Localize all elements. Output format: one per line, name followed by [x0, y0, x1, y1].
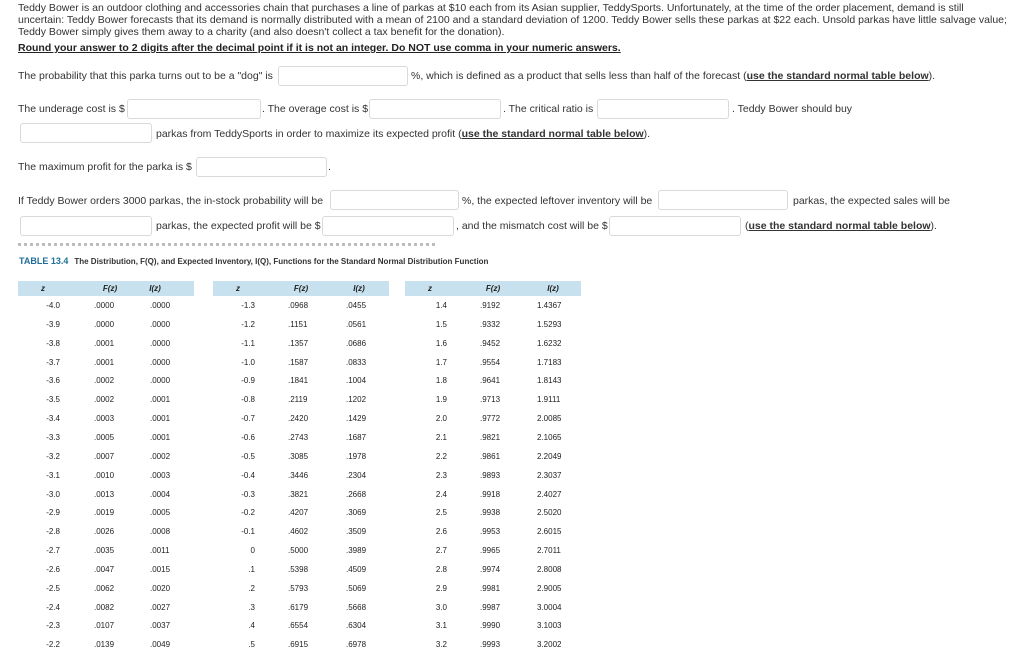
table-cell-f: .3446	[288, 471, 309, 480]
dog-probability-label: The probability that this parka turns out to be a "dog" is	[18, 70, 273, 82]
table-cell-i: .0037	[150, 621, 171, 630]
table-cell-i: 2.1065	[537, 433, 562, 442]
table-cell-z: .3	[248, 603, 255, 612]
table-cell-f: .9953	[480, 527, 501, 536]
table-header-fz: F(z)	[102, 284, 118, 293]
table-cell-z: -3.7	[46, 358, 60, 367]
table-cell-i: .3509	[346, 527, 367, 536]
table-cell-i: .0015	[150, 565, 171, 574]
critical-ratio-input[interactable]	[597, 99, 729, 119]
table-cell-f: .0001	[94, 339, 115, 348]
table-cell-f: .9713	[480, 395, 501, 404]
table-cell-z: -3.8	[46, 339, 60, 348]
table-cell-f: .0002	[94, 376, 115, 385]
table-cell-z: 2.1	[435, 433, 447, 442]
table-cell-i: .0011	[150, 546, 170, 555]
table-cell-z: -4.0	[46, 301, 60, 310]
table-cell-f: .0062	[94, 584, 115, 593]
table-cell-z: -0.9	[241, 376, 255, 385]
table-cell-z: -1.3	[241, 301, 255, 310]
table-header-iz: I(z)	[149, 284, 161, 293]
table-cell-z: .1	[248, 565, 255, 574]
table-cell-z: -0.2	[241, 508, 255, 517]
table-cell-z: -0.5	[241, 452, 255, 461]
table-cell-i: .1202	[346, 395, 367, 404]
table-cell-z: 1.4	[435, 301, 447, 310]
mismatch-cost-input[interactable]	[609, 216, 741, 236]
table-cell-f: .0968	[288, 301, 309, 310]
table-header-iz: I(z)	[353, 284, 365, 293]
table-cell-i: 2.5020	[537, 508, 562, 517]
table-cell-f: .0013	[94, 490, 115, 499]
underage-cost-input[interactable]	[127, 99, 261, 119]
order-quantity-input[interactable]	[20, 123, 152, 143]
dotted-separator	[18, 243, 435, 246]
table-cell-i: .3069	[346, 508, 367, 517]
table-cell-i: .0001	[150, 433, 171, 442]
table-cell-i: 2.0085	[537, 414, 562, 423]
table-header-fz: F(z)	[293, 284, 309, 293]
table-cell-i: .0003	[150, 471, 171, 480]
table-cell-f: .1357	[288, 339, 309, 348]
table-cell-f: .2743	[288, 433, 309, 442]
table-cell-f: .0026	[94, 527, 115, 536]
table-cell-z: 3.2	[435, 640, 447, 649]
table-cell-f: .5398	[288, 565, 309, 574]
table-cell-i: .0455	[346, 301, 367, 310]
table-cell-i: .6304	[346, 621, 367, 630]
max-profit-end: .	[328, 161, 331, 173]
leftover-label: %, the expected leftover inventory will be	[462, 195, 653, 207]
table-cell-i: .0000	[150, 376, 171, 385]
instock-probability-label: If Teddy Bower orders 3000 parkas, the in-stock probability will be	[18, 195, 324, 207]
table-cell-f: .3085	[288, 452, 309, 461]
table-cell-f: .9192	[480, 301, 501, 310]
table-cell-f: .2420	[288, 414, 309, 423]
expected-leftover-input[interactable]	[658, 190, 788, 210]
table-cell-z: -2.4	[46, 603, 60, 612]
table-cell-i: .0561	[346, 320, 367, 329]
table-cell-f: .0000	[94, 301, 115, 310]
table-cell-z: 2.6	[435, 527, 447, 536]
table-cell-i: 2.8008	[537, 565, 562, 574]
table-cell-z: -2.2	[46, 640, 60, 649]
table-cell-z: .2	[248, 584, 255, 593]
table-cell-i: .1687	[346, 433, 367, 442]
max-profit-label: The maximum profit for the parka is $	[18, 161, 192, 173]
normal-table-link-2[interactable]: use the standard normal table below	[461, 128, 644, 140]
table-cell-z: 2.4	[435, 490, 447, 499]
buy-label: . Teddy Bower should buy	[732, 103, 853, 115]
table-cell-z: -0.4	[241, 471, 255, 480]
table-cell-f: .6554	[288, 621, 309, 630]
table-cell-z: -2.5	[46, 584, 60, 593]
table-cell-f: .0139	[94, 640, 115, 649]
table-cell-f: .1587	[288, 358, 309, 367]
table-cell-f: .0007	[94, 452, 115, 461]
table-cell-f: .4207	[288, 508, 309, 517]
table-cell-i: 1.4367	[537, 301, 562, 310]
table-cell-i: 1.9111	[537, 395, 561, 404]
table-cell-z: -0.3	[241, 490, 255, 499]
table-cell-f: .9990	[480, 621, 501, 630]
table-cell-z: -3.5	[46, 395, 60, 404]
table-cell-i: .3989	[346, 546, 367, 555]
table-cell-i: .0686	[346, 339, 367, 348]
table-cell-z: -3.1	[46, 471, 60, 480]
expected-sales-input[interactable]	[20, 216, 152, 236]
table-cell-i: .0000	[150, 320, 171, 329]
table-cell-i: .0833	[346, 358, 367, 367]
table-cell-z: -0.6	[241, 433, 255, 442]
table-cell-z: -3.6	[46, 376, 60, 385]
table-cell-f: .9993	[480, 640, 501, 649]
table-cell-z: .5	[248, 640, 255, 649]
table-cell-i: 2.3037	[537, 471, 562, 480]
table-cell-f: .6915	[288, 640, 309, 649]
table-cell-f: .9918	[480, 490, 501, 499]
table-cell-i: 2.9005	[537, 584, 562, 593]
table-cell-z: -0.8	[241, 395, 255, 404]
table-cell-i: .5668	[346, 603, 367, 612]
table-cell-f: .1841	[288, 376, 309, 385]
buy-suffix: parkas from TeddySports in order to maximize its expected profit (use the standard normal table below).	[156, 128, 651, 140]
table-cell-i: .2668	[346, 490, 367, 499]
table-header-z: z	[428, 284, 432, 293]
table-cell-i: .0001	[150, 395, 171, 404]
normal-table-link-3[interactable]: use the standard normal table below	[748, 220, 931, 232]
table-cell-f: .4602	[288, 527, 309, 536]
table-cell-z: 2.7	[435, 546, 447, 555]
table-cell-z: 0	[250, 546, 255, 555]
table-cell-z: -1.2	[241, 320, 255, 329]
table-cell-z: -2.3	[46, 621, 60, 630]
table-cell-f: .0002	[94, 395, 115, 404]
table-cell-i: 1.7183	[537, 358, 562, 367]
table-cell-i: 1.8143	[537, 376, 562, 385]
table-cell-i: 3.2002	[537, 640, 562, 649]
table-cell-f: .0003	[94, 414, 115, 423]
table-cell-i: .0002	[150, 452, 171, 461]
table-cell-i: .4509	[346, 565, 367, 574]
table-cell-z: 2.0	[435, 414, 447, 423]
table-title	[19, 256, 488, 266]
expected-profit-label: parkas, the expected profit will be $	[156, 220, 321, 232]
table-cell-i: .0005	[150, 508, 171, 517]
table-cell-i: .2304	[346, 471, 367, 480]
table-cell-f: .0019	[94, 508, 115, 517]
table-cell-f: .9861	[480, 452, 501, 461]
table-cell-i: .5069	[346, 584, 367, 593]
table-cell-f: .0082	[94, 603, 115, 612]
table-cell-f: .1151	[288, 320, 308, 329]
table-cell-i: .0000	[150, 301, 171, 310]
table-cell-i: 2.4027	[537, 490, 562, 499]
table-cell-f: .9821	[480, 433, 501, 442]
mismatch-cost-label: , and the mismatch cost will be $	[456, 220, 608, 232]
overage-cost-input[interactable]	[369, 99, 501, 119]
table-cell-f: .9981	[480, 584, 501, 593]
table-cell-i: 2.7011	[537, 546, 561, 555]
table-cell-i: .0008	[150, 527, 171, 536]
table-cell-f: .9641	[480, 376, 501, 385]
table-cell-z: -3.4	[46, 414, 60, 423]
table-cell-z: -0.7	[241, 414, 255, 423]
table-cell-f: .9332	[480, 320, 501, 329]
table-header-z: z	[41, 284, 45, 293]
table-cell-f: .0107	[94, 621, 115, 630]
table-cell-f: .9893	[480, 471, 501, 480]
table-cell-i: 1.5293	[537, 320, 562, 329]
table-cell-z: -2.7	[46, 546, 60, 555]
table-cell-z: -2.8	[46, 527, 60, 536]
table-cell-f: .3821	[288, 490, 309, 499]
table-cell-z: 2.3	[435, 471, 447, 480]
table-cell-f: .0010	[94, 471, 115, 480]
table-cell-i: .0049	[150, 640, 171, 649]
table-cell-z: -2.9	[46, 508, 60, 517]
table-cell-i: 2.6015	[537, 527, 562, 536]
table-cell-z: 2.2	[435, 452, 447, 461]
dog-probability-input[interactable]	[278, 66, 408, 86]
table-cell-z: 1.5	[435, 320, 447, 329]
table-cell-i: .0001	[150, 414, 171, 423]
overage-cost-label: . The overage cost is $	[262, 103, 369, 115]
table-cell-z: 1.8	[435, 376, 447, 385]
table-header-z: z	[236, 284, 240, 293]
table-cell-f: .0000	[94, 320, 115, 329]
table-cell-f: .2119	[288, 395, 308, 404]
table-cell-i: .1978	[346, 452, 367, 461]
table-cell-z: 1.7	[435, 358, 447, 367]
table-cell-z: 2.5	[435, 508, 447, 517]
table-cell-z: 1.9	[435, 395, 447, 404]
table-cell-z: 3.1	[435, 621, 447, 630]
table-cell-i: .1429	[346, 414, 367, 423]
table-cell-i: 3.0004	[537, 603, 562, 612]
problem-statement: Teddy Bower is an outdoor clothing and accessories chain that purchases a line of parkas at $10 each from its Asian supplier, TeddySports. Unfortunately, at the time of the order placement, demand is still uncertain: Teddy Bower forecasts that its demand is normally distributed with a mean of 2100 and a standard deviation of 1200. Teddy Bower sells these parkas at $22 each. Unsold parkas have little salvage value; Teddy Bower simply gives them away to a charity (and also doesn't collect a tax benefit for the donation).	[18, 2, 1007, 38]
underage-cost-label: The underage cost is $	[18, 103, 125, 115]
expected-sales-label: parkas, the expected sales will be	[793, 195, 951, 207]
table-cell-z: 2.9	[435, 584, 447, 593]
table-cell-f: .0001	[94, 358, 115, 367]
table-cell-f: .5000	[288, 546, 309, 555]
table-cell-z: .4	[248, 621, 255, 630]
max-profit-input[interactable]	[196, 157, 327, 177]
table-cell-f: .0005	[94, 433, 115, 442]
table-cell-f: .9974	[480, 565, 501, 574]
table-cell-i: .1004	[346, 376, 367, 385]
table-cell-i: .0027	[150, 603, 171, 612]
normal-table-link[interactable]: use the standard normal table below	[746, 70, 929, 82]
table-cell-z: -3.2	[46, 452, 60, 461]
table-cell-i: 3.1003	[537, 621, 562, 630]
table-cell-i: .0020	[150, 584, 171, 593]
table-header-fz: F(z)	[485, 284, 501, 293]
table-cell-f: .6179	[288, 603, 309, 612]
table-cell-z: 1.6	[435, 339, 447, 348]
table-cell-z: -0.1	[241, 527, 255, 536]
table-number: TABLE 13.4	[19, 256, 69, 266]
table-cell-i: 1.6232	[537, 339, 562, 348]
table-cell-i: .0000	[150, 358, 171, 367]
table-cell-f: .9938	[480, 508, 501, 517]
instock-probability-input[interactable]	[330, 190, 459, 210]
table-cell-z: -1.0	[241, 358, 255, 367]
table-cell-i: 2.2049	[537, 452, 562, 461]
table-cell-i: .0004	[150, 490, 171, 499]
table-cell-z: -2.6	[46, 565, 60, 574]
table-cell-z: -3.9	[46, 320, 60, 329]
table-cell-f: .0035	[94, 546, 115, 555]
mismatch-table-ref: (use the standard normal table below).	[745, 220, 937, 232]
table-cell-f: .9772	[480, 414, 501, 423]
table-cell-z: 2.8	[435, 565, 447, 574]
table-cell-f: .5793	[288, 584, 309, 593]
table-cell-z: -3.0	[46, 490, 60, 499]
table-cell-f: .0047	[94, 565, 115, 574]
table-cell-z: 3.0	[435, 603, 447, 612]
expected-profit-input[interactable]	[322, 216, 454, 236]
critical-ratio-label: . The critical ratio is	[503, 103, 594, 115]
table-cell-f: .9965	[480, 546, 501, 555]
rounding-instruction: Round your answer to 2 digits after the decimal point if it is not an integer. Do NOT use comma in your numeric answers.	[18, 42, 621, 54]
table-header-iz: I(z)	[547, 284, 559, 293]
table-cell-f: .9987	[480, 603, 501, 612]
table-cell-z: -3.3	[46, 433, 60, 442]
table-caption: The Distribution, F(Q), and Expected Inventory, I(Q), Functions for the Standard Normal Distribution Function	[74, 257, 489, 266]
table-cell-f: .9554	[480, 358, 501, 367]
table-cell-z: -1.1	[241, 339, 255, 348]
table-cell-i: .6978	[346, 640, 367, 649]
dog-probability-suffix: %, which is defined as a product that sells less than half of the forecast (use the standard normal table below).	[411, 70, 936, 82]
table-cell-i: .0000	[150, 339, 171, 348]
table-cell-f: .9452	[480, 339, 501, 348]
